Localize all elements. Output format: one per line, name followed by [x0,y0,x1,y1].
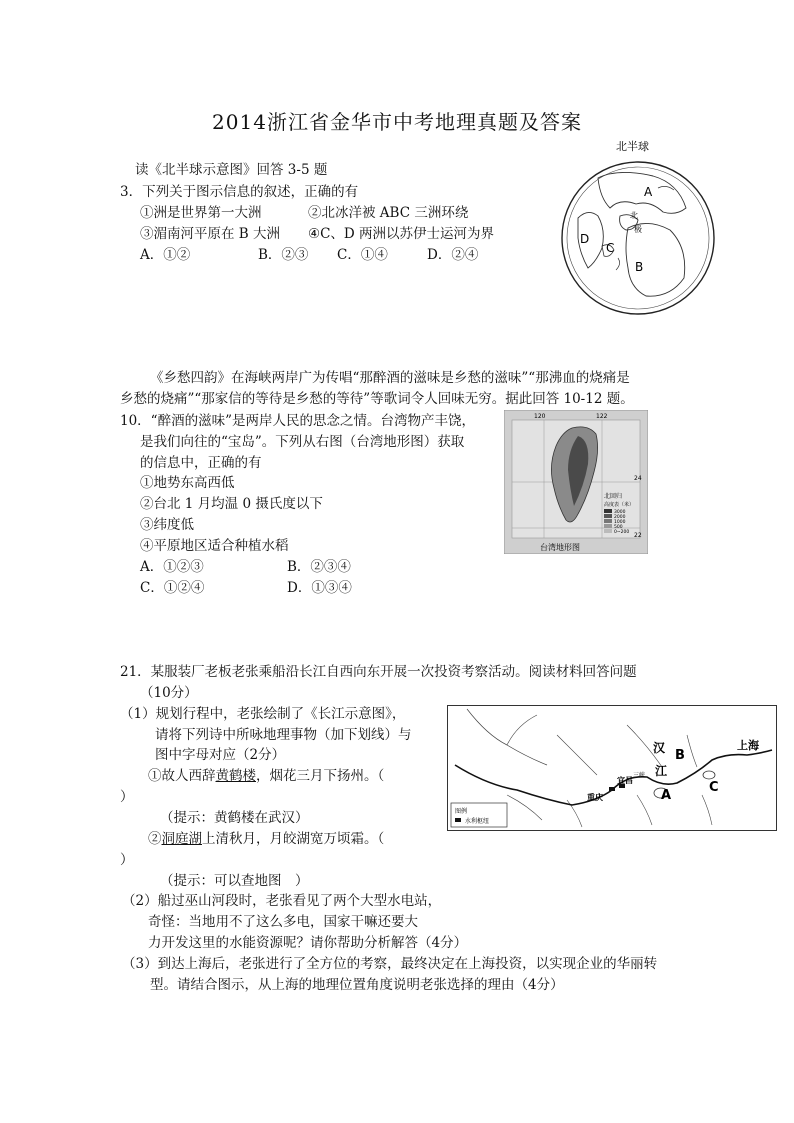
taiwan-map-caption: 台湾地形图 [540,543,580,552]
q21-part2-line2: 奇怪：当地用不了这么多电，国家干嘛还要大 [148,914,418,930]
yangtze-label-shanghai: 上海 [737,739,759,752]
q10-line2: 是我们向往的“宝岛”。下列从右图（台湾地形图）获取 [140,434,465,450]
taiwan-lon-120: 120 [534,413,546,420]
page-title: 2014浙江省金华市中考地理真题及答案 [212,110,582,134]
q3-statement-1: ①洲是世界第一大洲 [140,205,262,221]
yangtze-label-han: 汉 [653,741,666,755]
yangtze-label-b: B [675,748,685,763]
q10-statement-1: ①地势东高西低 [140,475,235,491]
taiwan-legend-0-200: 0~200 [614,530,630,535]
q21-part3-line1: （3）到达上海后，老张进行了全方位的考察，最终决定在上海投资，以实现企业的华丽转 [122,956,658,972]
map-label-pole: 极 [634,225,642,234]
yangtze-label-sanxia: 三峡 [633,772,646,779]
map-title: 北半球 [616,140,649,153]
taiwan-lat-24: 24 [634,475,642,482]
section2-intro-line2: 乡愁的烧痛”“那家信的等待是乡愁的等待”等歌词令人回味无穷。据此回答 10-12 题。 [120,391,634,407]
yangtze-label-a: A [661,788,672,803]
taiwan-legend-title: 高度表（米） [604,502,635,508]
map-label-d: D [580,232,590,246]
map-label-c: C [606,241,615,255]
yangtze-label-yichang: 宜昌 [617,776,633,785]
yangtze-label-c: C [709,780,719,795]
yangtze-label-jiang: 江 [655,764,668,778]
taiwan-topographic-map [504,410,648,554]
q10-line1: 10．“醉酒的滋味”是两岸人民的思念之情。台湾物产丰饶， [120,413,475,429]
q3-stem: 3．下列关于图示信息的叙述，正确的有 [120,184,359,200]
q21-line1: 21．某服装厂老板老张乘船沿长江自西向东开展一次投资考察活动。阅读材料回答问题 [120,664,637,680]
poem-1-post: ，烟花三月下扬州。（ [256,768,385,784]
poem-1-paren-close: ） [120,789,134,805]
hint-2: （提示：可以查地图 ） [160,873,309,889]
poem-2-underlined: 洞庭湖 [161,831,202,847]
yangtze-label-chongqing: 重庆 [587,793,603,802]
taiwan-legend-2000: 2000 [614,515,626,520]
poem-1-pre: ①故人西辞 [148,768,216,784]
section2-intro-line1: 《乡愁四韵》在海峡两岸广为传唱“那醉酒的滋味是乡愁的滋味”“那沸血的烧痛是 [150,370,630,386]
map-label-b: B [635,260,644,274]
poem-2-paren-close: ） [120,852,134,868]
poem-2-post: 上清秋月，月皎湖宽万顷霜。（ [202,831,385,847]
q21-part1-line3: 图中字母对应（2分） [155,747,286,763]
section1-intro: 读《北半球示意图》回答 3-5 题 [135,162,328,178]
q21-part3-line2: 型。请结合图示，从上海的地理位置角度说明老张选择的理由（4分） [150,977,564,993]
poem-1 [148,766,384,786]
q21-part2-line1: （2）船过巫山河段时，老张看见了两个大型水电站， [122,893,442,909]
map-label-a: A [644,185,653,199]
q10-statement-3: ③纬度低 [140,517,194,533]
q10-line3: 的信息中，正确的有 [140,455,262,471]
northern-hemisphere-map [558,138,718,318]
q10-option-c: C．①②④ [140,580,205,596]
q10-statement-2: ②台北 1 月均温 0 摄氏度以下 [140,496,323,512]
q3-option-d: D．②④ [427,247,479,263]
yangtze-legend-title: 图例 [455,808,468,815]
q21-part1-line2: 请将下列诗中所咏地理事物（加下划线）与 [155,727,412,743]
q21-points: （10分） [140,685,198,701]
yangtze-river-map [447,705,777,831]
q10-option-d: D．①③④ [287,580,352,596]
q10-option-b: B．②③④ [287,559,351,575]
q3-option-b: B．②③ [258,247,309,263]
q3-statement-3: ③湄南河平原在 B 大洲 [140,226,281,242]
q21-part1-line1: （1）规划行程中，老张绘制了《长江示意图》， [120,706,406,722]
taiwan-lat-22: 22 [634,532,642,539]
q3-statement-4: ④C、D 两洲以苏伊士运河为界 [308,226,495,242]
taiwan-lon-122: 122 [596,413,608,420]
poem-2 [148,829,384,849]
poem-2-pre: ② [148,831,162,847]
taiwan-legend-1000: 1000 [614,520,626,525]
taiwan-legend-3000: 3000 [614,510,626,515]
q3-statement-2: ②北冰洋被 ABC 三洲环绕 [308,205,469,221]
taiwan-legend-500: 500 [614,525,623,530]
taiwan-north-return: 北回归 [604,493,623,500]
yangtze-legend-item: 水利枢纽 [465,818,490,825]
q10-statement-4: ④平原地区适合种植水稻 [140,538,289,554]
q3-option-a: A．①② [140,247,191,263]
q10-option-a: A．①②③ [140,559,204,575]
map-label-north: 北 [630,211,638,220]
q3-option-c: C．①④ [337,247,388,263]
q21-part2-line3: 力开发这里的水能资源呢？请你帮助分析解答（4分） [148,935,468,951]
hint-1: （提示：黄鹤楼在武汉） [160,810,309,826]
poem-1-underlined: 黄鹤楼 [215,768,256,784]
